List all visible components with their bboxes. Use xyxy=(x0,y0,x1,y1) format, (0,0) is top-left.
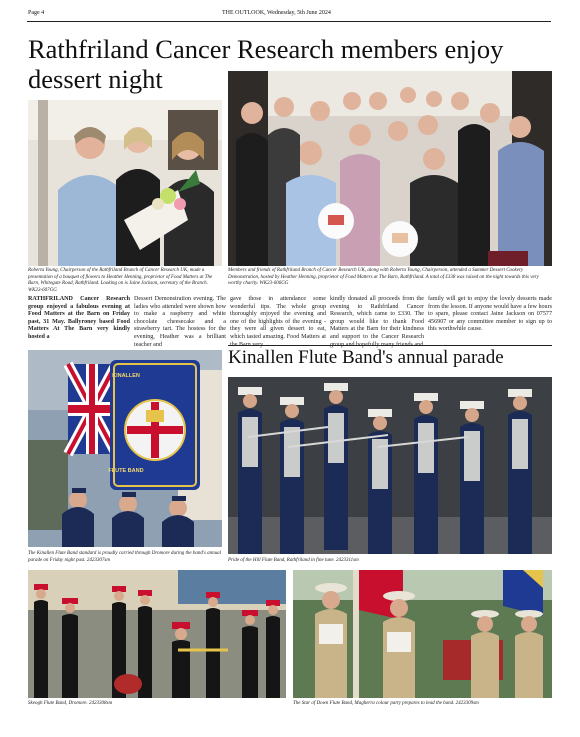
caption-kinallen-banner: The Kinallen Flute Band standard is proudly carried through Dromore during the band's annual parade on Friday night past. 2423307sm xyxy=(28,551,222,563)
paper-dateline: THE OUTLOOK, Wednesday, 5th June 2024 xyxy=(222,10,331,16)
photo-kinallen-banner xyxy=(28,350,222,547)
story1-column-3: gave those in attendance some wonderful tips. The whole group thoroughly enjoyed the evening and one of the highlights of the evening - they were all given dessert to eat, which tasted amazing. Food Matters at xyxy=(230,296,326,340)
banner-text-top: KINALLEN xyxy=(112,373,140,379)
section-rule xyxy=(228,345,552,346)
banner-text-bottom: FLUTE BAND xyxy=(108,468,144,474)
photo-star-of-down-colour-party xyxy=(293,570,552,698)
header-rule xyxy=(27,21,551,22)
story2-headline: Kinallen Flute Band's annual parade xyxy=(228,347,504,368)
caption-skeogh-flute-band: Skeogh Flute Band, Dromore. 2423308sm xyxy=(28,701,113,706)
story1-headline: Rathfriland Cancer Research members enjoy dessert night xyxy=(28,34,504,94)
photo-skeogh-flute-band xyxy=(28,570,286,698)
photo-group-members xyxy=(228,71,552,266)
story1-column-2: Dessert Demonstration evening. The ladies who attended were shown how to make a raspberry and white chocolate cheesecake and a strawberry tart. The hostess for the evening, Heather was a brilliant teacher and xyxy=(134,296,226,348)
story1-column-1: RATHFRILAND Cancer Research group enjoyed a fabulous evening at Food Matters at the Barn on Friday past, 31 May. Ballyroney based Food Matters At The Barn very kindly hosted a xyxy=(28,296,130,340)
story1-column-5: family will get to enjoy the lovely desserts made from the lesson. If anyone would have a few hours to spare, please contact Jaine Jackson on 07577 456907 or any committee member to sign up to this worthwhile cause. xyxy=(428,296,552,333)
caption-pride-of-the-hill: Pride of the Hill Flute Band, Rathfriland in fine tune. 2423311sm xyxy=(228,558,359,563)
caption-star-of-down: The Star of Down Flute Band, Magherra colour party prepares to lead the band. 2423309sm xyxy=(293,701,479,706)
caption-group-members: Members and friends of Rathfriland Branch of Cancer Research UK, along with Roberta Young, Chairperson, attended a Summer Dessert Cookery Demonstration, hosted by Heather Henning, proprietor of Food Matters at The Barn, Rathfriland. A total of £338 was raised on the night towards this very worthy charity. WK23-606GG xyxy=(228,268,539,287)
story1-column-4: kindly donated all proceeds from the evening to Rathfriland Cancer Research, which came to £330. The group would like to thank Food Matters at the Barn for their kindness and support to the Cancer Research xyxy=(330,296,424,340)
photo-flower-presentation xyxy=(28,100,222,266)
page-number: Page 4 xyxy=(28,10,45,16)
photo-pride-of-the-hill xyxy=(228,377,552,554)
caption-flower-presentation: Roberta Young, Chairperson of the Rathfriland Branch of Cancer Research UK, made a presentation of a bouquet of flowers to Heather Henning, proprietor of Food Matters at The Barn, Whitegate Road, Rathfriland. Looking on is Jaine Jackson, secretary of the Branch. WK23-607GG xyxy=(28,268,213,293)
